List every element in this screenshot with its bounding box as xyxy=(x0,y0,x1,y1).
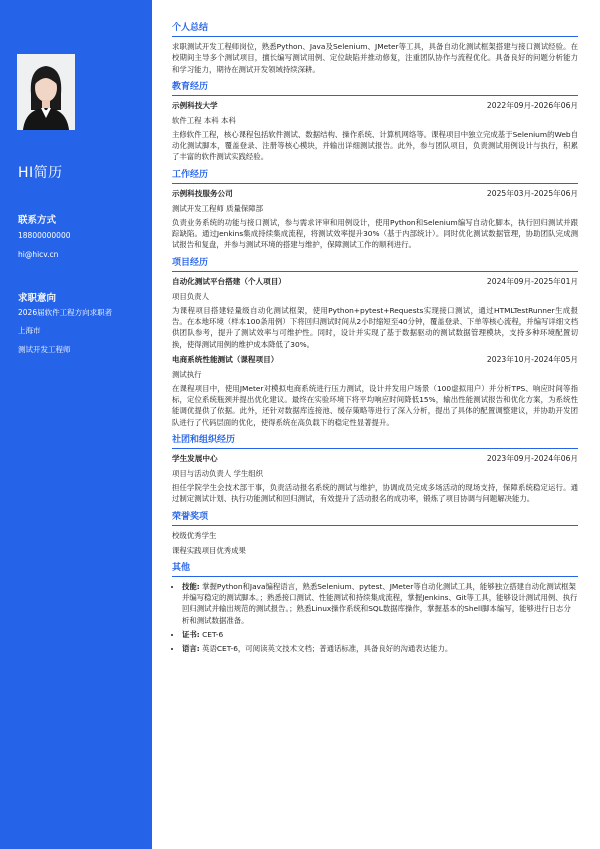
major-line: 软件工程 本科 本科 xyxy=(172,115,236,125)
education-section xyxy=(172,79,578,163)
others-list xyxy=(172,581,578,655)
award-item: 课程实践项目优秀成果 xyxy=(172,545,246,555)
item-text: CET-6 xyxy=(202,629,224,639)
entry-header xyxy=(172,188,578,199)
sidebar xyxy=(0,0,152,849)
job-intent-heading: 求职意向 xyxy=(18,293,57,304)
role-line: 测试执行 xyxy=(172,369,202,379)
award-item: 校级优秀学生 xyxy=(172,530,217,540)
job-intent-item: 测试开发工程师 xyxy=(18,345,71,354)
project-name: 自动化测试平台搭建（个人项目） xyxy=(172,276,286,286)
entry-date: 2025年03月-2025年06月 xyxy=(486,188,578,198)
list-item xyxy=(182,629,578,640)
section-title: 社团和组织经历 xyxy=(172,432,578,449)
organization-name: 学生发展中心 xyxy=(172,454,218,464)
company-name: 示例科技服务公司 xyxy=(172,188,233,198)
entry-date: 2022年09月-2026年06月 xyxy=(486,100,578,110)
project-text: 为课程项目搭建轻量级自动化测试框架，使用Python+pytest+Requests实现接口测试，通过HTMLTestRunner生成报告。在本地环境（样本100条用例）下将回归测试时间从2小时缩短至40分钟，覆盖登录、下单等核心流程，并编写详细文档供团队参考，提升了测试效率与可维护性。同时，设计并实现了基于数据驱动的测试数据管理模块，支持多种环境配置切换，使得测试用例的维护成本降低了30%。 xyxy=(172,305,578,349)
item-text: 英语CET-6，可阅读英文技术文档；普通话标准，具备良好的沟通表达能力。 xyxy=(202,644,453,654)
section-title: 荣誉奖项 xyxy=(172,509,578,526)
job-intent-item: 上海市 xyxy=(18,326,41,335)
section-title: 个人总结 xyxy=(172,20,578,37)
entry-header xyxy=(172,354,578,365)
entry-header xyxy=(172,100,578,111)
item-text: 掌握Python和Java编程语言，熟悉Selenium、pytest、JMeter等自动化测试工具，能够独立搭建自动化测试框架并编写稳定的测试脚本。；熟悉接口测试、性能测试和持续集成流程，掌握Jenkins、Git等工具，能够设计测试用例、执行回归测试并输出规范的测试报告。；熟悉Linux操作系统和SQL数据库操作，掌握基本的Shell脚本编写，能够进行日志分析和测试数据准备。 xyxy=(182,581,578,625)
entry-date: 2023年10月-2024年05月 xyxy=(486,354,578,364)
candidate-name: HI简历 xyxy=(18,165,63,181)
main-content xyxy=(172,20,578,658)
others-section xyxy=(172,560,578,655)
projects-section xyxy=(172,255,578,428)
contact-heading: 联系方式 xyxy=(18,215,57,226)
work-section xyxy=(172,167,578,251)
role-line: 项目与活动负责人 学生组织 xyxy=(172,469,264,479)
campus-text: 担任学院学生会技术部干事，负责活动报名系统的测试与维护，协调成员完成多场活动的现场支持，保障系统稳定运行。通过制定测试计划、执行功能测试和回归测试，有效提升了活动报名的成功率，锻炼了项目协调与问题解决能力。 xyxy=(172,483,578,504)
education-text: 主修软件工程，核心课程包括软件测试、数据结构、操作系统、计算机网络等。课程项目中独立完成基于Selenium的Web自动化测试脚本，覆盖登录、注册等核心模块，并输出详细测试报告。此外，参与团队项目，负责测试用例设计与执行，积累了丰富的软件测试实践经验。 xyxy=(172,129,578,162)
email-address: hi@hicv.cn xyxy=(18,250,59,259)
list-item xyxy=(182,643,578,654)
list-item xyxy=(182,581,578,626)
item-label: 语言: xyxy=(182,644,200,654)
project-name: 电商系统性能测试（课程项目） xyxy=(172,354,279,364)
role-line: 项目负责人 xyxy=(172,291,209,301)
entry-date: 2024年09月-2025年01月 xyxy=(486,276,578,286)
item-label: 证书: xyxy=(182,629,200,639)
school-name: 示例科技大学 xyxy=(172,100,218,110)
section-title: 其他 xyxy=(172,560,578,577)
summary-text: 求职测试开发工程师岗位，熟悉Python、Java及Selenium、JMeter等工具，具备自动化测试框架搭建与接口测试经验。在校期间主导多个测试项目，擅长编写测试用例、定位缺陷并推动修复，注重团队协作与流程优化。具备良好的问题分析能力和学习能力，期待在测试开发领域持续深耕。 xyxy=(172,42,578,74)
phone-number: 18800000000 xyxy=(18,231,71,240)
awards-section xyxy=(172,509,578,556)
item-label: 技能: xyxy=(182,581,200,591)
entry-header xyxy=(172,453,578,464)
role-line: 测试开发工程师 质量保障部 xyxy=(172,203,264,213)
entry-date: 2023年09月-2024年06月 xyxy=(486,454,578,464)
job-intent-item: 2026届软件工程方向求职者 xyxy=(18,308,113,317)
campus-section xyxy=(172,432,578,505)
section-title: 工作经历 xyxy=(172,167,578,184)
project-text: 在课程项目中，使用JMeter对模拟电商系统进行压力测试，设计并发用户场景（100虚拟用户）并分析TPS、响应时间等指标，定位系统瓶颈并提出优化建议。最终在实验环境下将平均响应时间降低15%，输出性能测试报告和优化方案，为系统性能调优提供了依据。此外，还针对数据库连接池、缓存策略等进行了深入分析，提出了具体的配置调整建议，并协助开发团队进行了代码层面的优化，使得系统在高负载下的稳定性显著提升。 xyxy=(172,383,578,427)
work-text: 负责业务系统的功能与接口测试，参与需求评审和用例设计，使用Python和Selenium编写自动化脚本，执行回归测试并跟踪缺陷。通过Jenkins集成持续集成流程，将测试效率提升30%（基于内部统计）。同时优化测试数据管理，协助团队完成测试报告和复盘，并参与测试环境的搭建与维护，保障测试工作的顺利进行。 xyxy=(172,217,578,250)
summary-section xyxy=(172,20,578,75)
section-title: 教育经历 xyxy=(172,79,578,96)
profile-photo xyxy=(17,54,75,130)
entry-header xyxy=(172,276,578,287)
section-title: 项目经历 xyxy=(172,255,578,272)
